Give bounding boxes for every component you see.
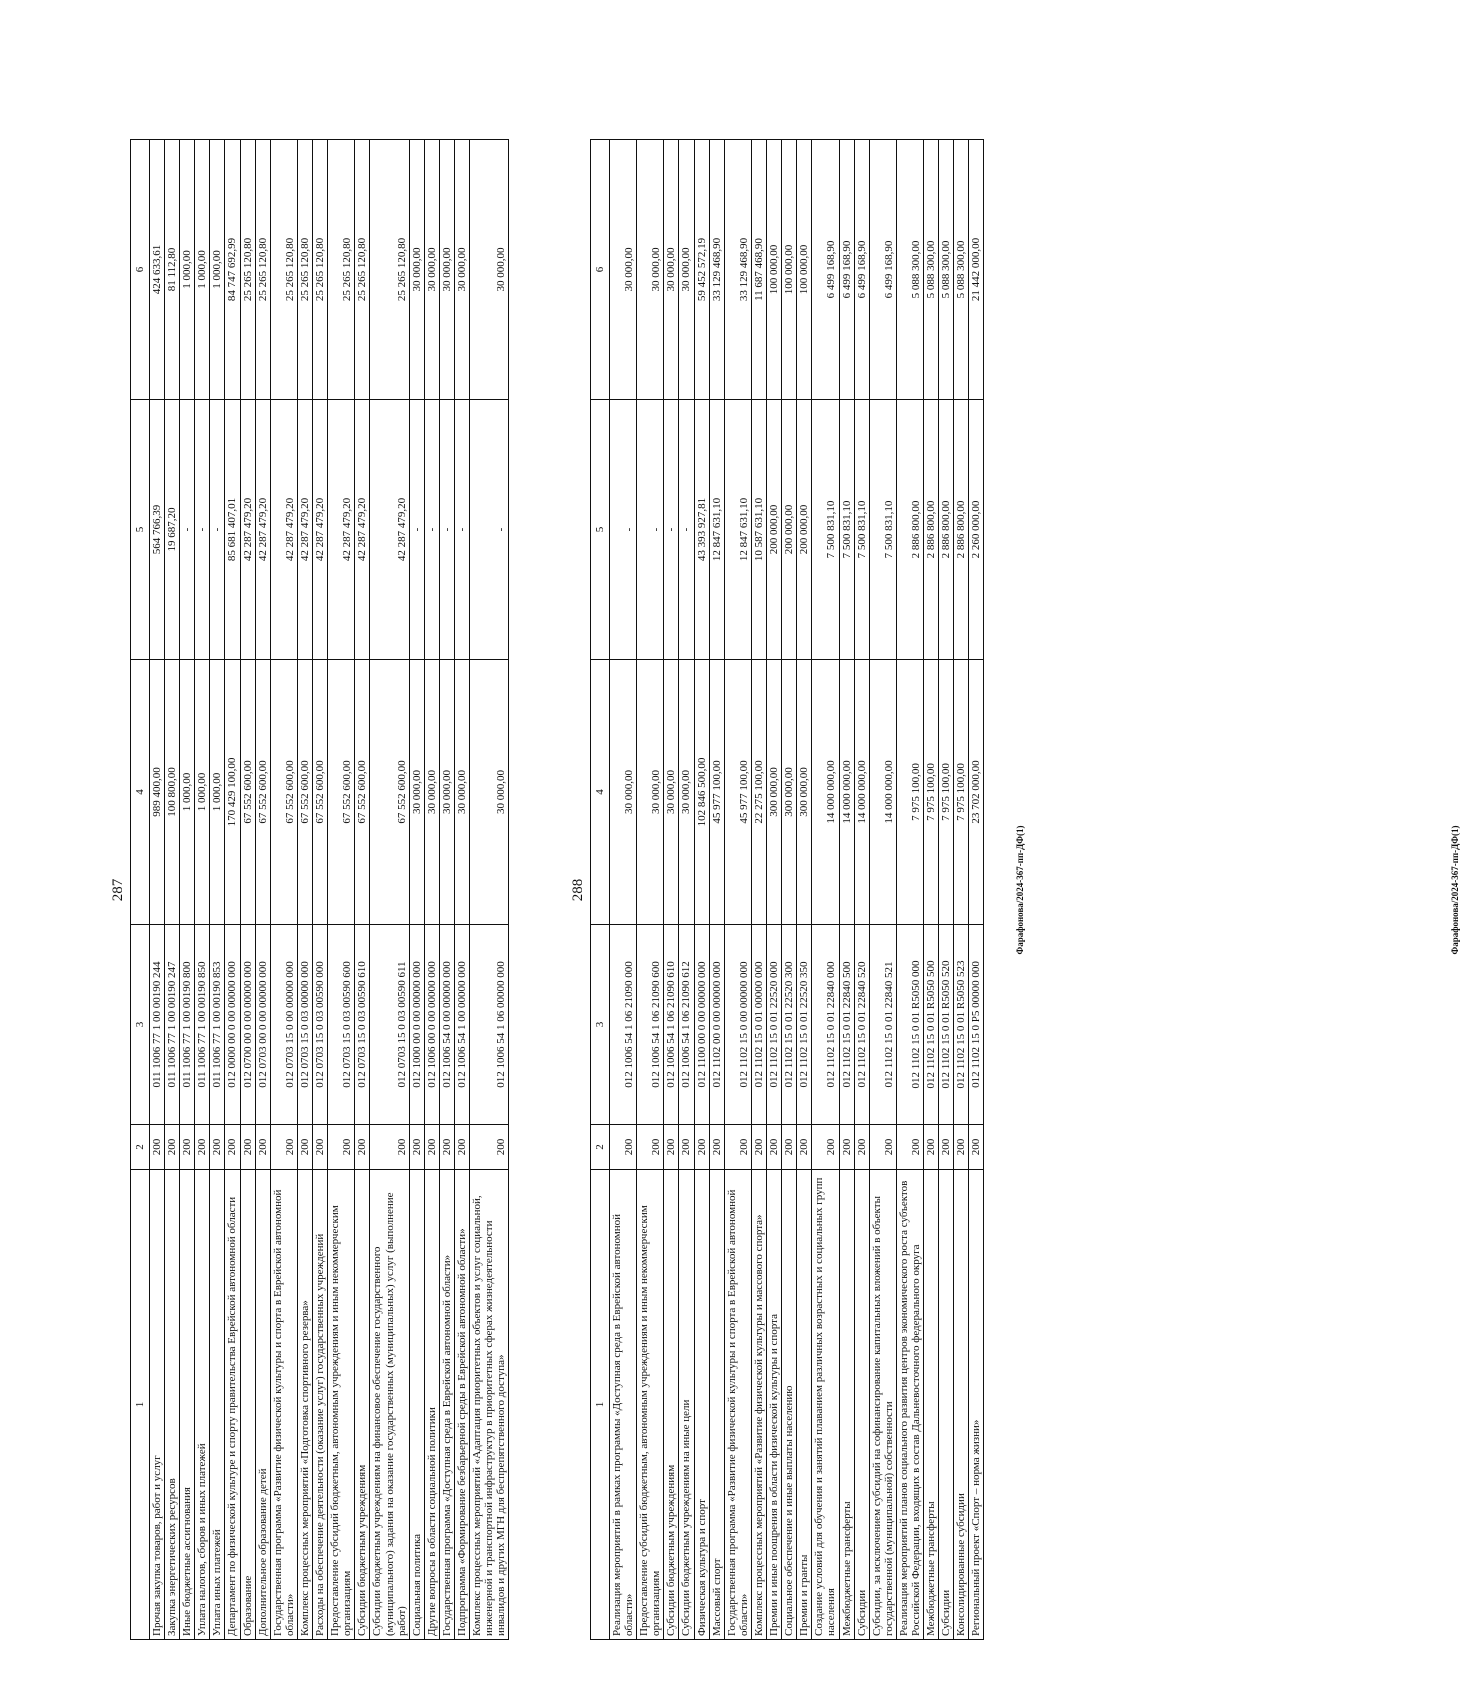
table-row — [869, 140, 896, 1640]
row-amount-approved-cell: 14 000 000,00 — [869, 660, 896, 925]
row-amount-remaining-cell: 25 265 120,80 — [240, 140, 255, 400]
row-amount-remaining-cell: 25 265 120,80 — [313, 140, 328, 400]
table-row — [782, 140, 797, 1640]
row-amount-remaining-cell: 11 687 468,90 — [751, 140, 766, 400]
column-header: 2 — [131, 1125, 150, 1170]
row-amount-approved-cell: 30 000,00 — [637, 660, 664, 925]
row-ved-cell: 200 — [270, 1125, 297, 1170]
row-amount-executed-cell: - — [610, 400, 637, 660]
row-ved-cell: 200 — [195, 1125, 210, 1170]
row-amount-remaining-cell: 25 265 120,80 — [270, 140, 297, 400]
row-ved-cell: 200 — [370, 1125, 409, 1170]
table-row — [767, 140, 782, 1640]
row-code-cell: 012 1102 15 0 00 00000 000 — [724, 925, 751, 1125]
row-amount-remaining-cell: 30 000,00 — [664, 140, 679, 400]
row-amount-remaining-cell: 25 265 120,80 — [328, 140, 355, 400]
row-ved-cell: 200 — [969, 1125, 984, 1170]
row-amount-executed-cell: 42 287 479,20 — [313, 400, 328, 660]
row-ved-cell: 200 — [439, 1125, 454, 1170]
row-amount-approved-cell: 30 000,00 — [470, 660, 509, 925]
row-code-cell: 012 1102 15 0 01 00000 000 — [751, 925, 766, 1125]
row-amount-remaining-cell: 1 000,00 — [210, 140, 225, 400]
row-ved-cell: 200 — [679, 1125, 694, 1170]
row-amount-executed-cell: 42 287 479,20 — [297, 400, 312, 660]
column-header: 3 — [591, 925, 610, 1125]
document-footer: Фарафонова/2024-367-пп-ДФ(1) — [1015, 825, 1025, 955]
row-amount-approved-cell: 67 552 600,00 — [255, 660, 270, 925]
table-row — [854, 140, 869, 1640]
row-amount-remaining-cell: 25 265 120,80 — [297, 140, 312, 400]
row-amount-approved-cell: 300 000,00 — [797, 660, 812, 925]
row-amount-executed-cell: - — [470, 400, 509, 660]
row-code-cell: 012 1006 54 1 06 21090 000 — [610, 925, 637, 1125]
row-amount-executed-cell: 85 681 407,01 — [225, 400, 240, 660]
row-amount-executed-cell: - — [424, 400, 439, 660]
row-name-cell: Прочая закупка товаров, работ и услуг — [150, 1170, 165, 1640]
table-row — [355, 140, 370, 1640]
row-name-cell: Премии и гранты — [797, 1170, 812, 1640]
row-name-cell: Уплата налогов, сборов и иных платежей — [195, 1170, 210, 1640]
row-name-cell: Государственная программа «Развитие физической культуры и спорта в Еврейской автономной области» — [724, 1170, 751, 1640]
row-amount-executed-cell: 2 886 800,00 — [924, 400, 939, 660]
row-amount-approved-cell: 67 552 600,00 — [313, 660, 328, 925]
row-code-cell: 012 1006 54 0 00 00000 000 — [439, 925, 454, 1125]
row-amount-approved-cell: 300 000,00 — [782, 660, 797, 925]
row-amount-approved-cell: 30 000,00 — [439, 660, 454, 925]
row-code-cell: 012 1102 15 0 01 22840 000 — [812, 925, 839, 1125]
table-row — [896, 140, 923, 1640]
row-amount-remaining-cell: 100 000,00 — [797, 140, 812, 400]
row-amount-approved-cell: 30 000,00 — [454, 660, 469, 925]
row-code-cell: 012 1102 15 0 01 22520 000 — [767, 925, 782, 1125]
row-amount-executed-cell: 7 500 831,10 — [854, 400, 869, 660]
row-amount-executed-cell: 564 766,39 — [150, 400, 165, 660]
page-number: 287 — [110, 878, 126, 902]
row-ved-cell: 200 — [328, 1125, 355, 1170]
row-amount-remaining-cell: 81 112,80 — [165, 140, 180, 400]
table-row — [939, 140, 954, 1640]
row-amount-approved-cell: 45 977 100,00 — [709, 660, 724, 925]
table-row — [439, 140, 454, 1640]
table-row — [470, 140, 509, 1640]
row-amount-approved-cell: 7 975 100,00 — [954, 660, 969, 925]
row-ved-cell: 200 — [180, 1125, 195, 1170]
table-row — [370, 140, 409, 1640]
row-amount-executed-cell: - — [454, 400, 469, 660]
row-name-cell: Субсидии — [854, 1170, 869, 1640]
row-amount-remaining-cell: 21 442 000,00 — [969, 140, 984, 400]
row-code-cell: 012 0703 15 0 03 00590 600 — [328, 925, 355, 1125]
row-ved-cell: 200 — [751, 1125, 766, 1170]
row-amount-approved-cell: 7 975 100,00 — [896, 660, 923, 925]
column-header: 2 — [591, 1125, 610, 1170]
column-header: 4 — [131, 660, 150, 925]
budget-table — [590, 139, 984, 1640]
row-amount-approved-cell: 1 000,00 — [180, 660, 195, 925]
row-name-cell: Региональный проект «Спорт – норма жизни» — [969, 1170, 984, 1640]
row-amount-executed-cell: 200 000,00 — [767, 400, 782, 660]
row-name-cell: Образование — [240, 1170, 255, 1640]
row-code-cell: 012 1102 15 0 01 22520 300 — [782, 925, 797, 1125]
row-amount-approved-cell: 989 400,00 — [150, 660, 165, 925]
row-name-cell: Субсидии бюджетным учреждениям — [664, 1170, 679, 1640]
row-code-cell: 012 1006 54 1 06 21090 612 — [679, 925, 694, 1125]
row-ved-cell: 200 — [454, 1125, 469, 1170]
row-amount-executed-cell: - — [180, 400, 195, 660]
row-ved-cell: 200 — [812, 1125, 839, 1170]
row-ved-cell: 200 — [210, 1125, 225, 1170]
row-amount-remaining-cell: 6 499 168,90 — [869, 140, 896, 400]
row-amount-executed-cell: 19 687,20 — [165, 400, 180, 660]
row-amount-remaining-cell: 30 000,00 — [454, 140, 469, 400]
row-amount-executed-cell: 7 500 831,10 — [839, 400, 854, 660]
row-ved-cell: 200 — [797, 1125, 812, 1170]
row-amount-approved-cell: 30 000,00 — [409, 660, 424, 925]
row-code-cell: 012 1102 15 0 01 R5050 520 — [939, 925, 954, 1125]
row-name-cell: Массовый спорт — [709, 1170, 724, 1640]
row-ved-cell: 200 — [782, 1125, 797, 1170]
row-amount-remaining-cell: 25 265 120,80 — [355, 140, 370, 400]
row-ved-cell: 200 — [637, 1125, 664, 1170]
row-code-cell: 012 0703 15 0 03 00590 000 — [313, 925, 328, 1125]
page-number: 288 — [570, 878, 586, 902]
row-code-cell: 012 1102 15 0 01 R5050 500 — [924, 925, 939, 1125]
row-ved-cell: 200 — [896, 1125, 923, 1170]
row-name-cell: Предоставление субсидий бюджетным, автономным учреждениям и иным некоммерческим организациям — [637, 1170, 664, 1640]
table-row — [839, 140, 854, 1640]
row-ved-cell: 200 — [313, 1125, 328, 1170]
row-amount-approved-cell: 7 975 100,00 — [924, 660, 939, 925]
row-amount-approved-cell: 300 000,00 — [767, 660, 782, 925]
table-row — [297, 140, 312, 1640]
row-name-cell: Консолидированные субсидии — [954, 1170, 969, 1640]
row-amount-remaining-cell: 25 265 120,80 — [370, 140, 409, 400]
row-name-cell: Комплекс процессных мероприятий «Адаптация приоритетных объектов и услуг социальной, инженерной и транспортной инфраструктур в приоритетных сферах жизнедеятельности инвалидов и других МГН для беспрепятственного доступа» — [470, 1170, 509, 1640]
row-amount-approved-cell: 67 552 600,00 — [240, 660, 255, 925]
row-code-cell: 012 1102 15 0 01 22840 520 — [854, 925, 869, 1125]
document-footer: Фарафонова/2024-367-пп-ДФ(1) — [1450, 825, 1460, 955]
row-code-cell: 012 1006 54 1 06 21090 610 — [664, 925, 679, 1125]
row-amount-executed-cell: 200 000,00 — [797, 400, 812, 660]
row-name-cell: Физическая культура и спорт — [694, 1170, 709, 1640]
row-ved-cell: 200 — [150, 1125, 165, 1170]
row-ved-cell: 200 — [225, 1125, 240, 1170]
row-code-cell: 012 1006 54 1 00 00000 000 — [454, 925, 469, 1125]
column-header: 3 — [131, 925, 150, 1125]
row-amount-remaining-cell: 30 000,00 — [610, 140, 637, 400]
row-amount-executed-cell: 42 287 479,20 — [255, 400, 270, 660]
row-ved-cell: 200 — [724, 1125, 751, 1170]
row-amount-remaining-cell: 5 088 300,00 — [896, 140, 923, 400]
row-amount-approved-cell: 7 975 100,00 — [939, 660, 954, 925]
row-name-cell: Закупка энергетических ресурсов — [165, 1170, 180, 1640]
table-row — [709, 140, 724, 1640]
table-row — [664, 140, 679, 1640]
row-amount-remaining-cell: 424 633,61 — [150, 140, 165, 400]
row-amount-remaining-cell: 25 265 120,80 — [255, 140, 270, 400]
row-code-cell: 012 1102 15 0 01 R5050 000 — [896, 925, 923, 1125]
table-header-row — [131, 140, 150, 1640]
row-name-cell: Комплекс процессных мероприятий «Подготовка спортивного резерва» — [297, 1170, 312, 1640]
row-amount-remaining-cell: 33 129 468,90 — [709, 140, 724, 400]
row-amount-approved-cell: 30 000,00 — [424, 660, 439, 925]
row-name-cell: Уплата иных платежей — [210, 1170, 225, 1640]
row-name-cell: Субсидии бюджетным учреждениям — [355, 1170, 370, 1640]
row-name-cell: Реализация мероприятий в рамках программы «Доступная среда в Еврейской автономной области» — [610, 1170, 637, 1640]
row-name-cell: Субсидии бюджетным учреждениям на финансовое обеспечение государственного (муниципального) задания на оказание государственных (муниципальных) услуг (выполнение работ) — [370, 1170, 409, 1640]
table-row — [210, 140, 225, 1640]
row-ved-cell: 200 — [767, 1125, 782, 1170]
column-header: 1 — [131, 1170, 150, 1640]
row-amount-executed-cell: 7 500 831,10 — [812, 400, 839, 660]
row-name-cell: Социальная политика — [409, 1170, 424, 1640]
row-amount-executed-cell: 43 393 927,81 — [694, 400, 709, 660]
row-amount-approved-cell: 67 552 600,00 — [270, 660, 297, 925]
table-row — [797, 140, 812, 1640]
row-ved-cell: 200 — [165, 1125, 180, 1170]
row-code-cell: 012 1006 54 1 06 21090 600 — [637, 925, 664, 1125]
row-name-cell: Предоставление субсидий бюджетным, автономным учреждениям и иным некоммерческим организациям — [328, 1170, 355, 1640]
table-row — [679, 140, 694, 1640]
row-code-cell: 012 1102 15 0 01 R5050 523 — [954, 925, 969, 1125]
page-288 — [570, 140, 1460, 1640]
row-amount-remaining-cell: 5 088 300,00 — [924, 140, 939, 400]
table-row — [924, 140, 939, 1640]
row-ved-cell: 200 — [409, 1125, 424, 1170]
column-header: 4 — [591, 660, 610, 925]
table-row — [180, 140, 195, 1640]
row-amount-approved-cell: 67 552 600,00 — [328, 660, 355, 925]
row-ved-cell: 200 — [255, 1125, 270, 1170]
row-code-cell: 012 1102 15 0 01 22840 521 — [869, 925, 896, 1125]
row-amount-executed-cell: 2 886 800,00 — [896, 400, 923, 660]
row-amount-executed-cell: - — [195, 400, 210, 660]
row-code-cell: 012 1100 00 0 00 00000 000 — [694, 925, 709, 1125]
row-name-cell: Иные бюджетные ассигнования — [180, 1170, 195, 1640]
table-row — [313, 140, 328, 1640]
row-amount-executed-cell: - — [637, 400, 664, 660]
row-amount-executed-cell: 42 287 479,20 — [328, 400, 355, 660]
table-row — [240, 140, 255, 1640]
table-row — [424, 140, 439, 1640]
row-amount-approved-cell: 14 000 000,00 — [812, 660, 839, 925]
row-code-cell: 011 1006 77 1 00 00190 800 — [180, 925, 195, 1125]
table-row — [255, 140, 270, 1640]
row-amount-remaining-cell: 30 000,00 — [409, 140, 424, 400]
row-name-cell: Расходы на обеспечение деятельности (оказание услуг) государственных учреждений — [313, 1170, 328, 1640]
row-amount-approved-cell: 170 429 100,00 — [225, 660, 240, 925]
column-header: 1 — [591, 1170, 610, 1640]
table-row — [270, 140, 297, 1640]
row-amount-remaining-cell: 1 000,00 — [195, 140, 210, 400]
table-row — [328, 140, 355, 1640]
column-header: 5 — [591, 400, 610, 660]
budget-table — [130, 139, 509, 1640]
row-ved-cell: 200 — [355, 1125, 370, 1170]
row-name-cell: Реализация мероприятий планов социального развития центров экономического роста субъектов Российской Федерации, входящих в состав Дальневосточного федерального округа — [896, 1170, 923, 1640]
row-code-cell: 012 0703 15 0 03 00590 610 — [355, 925, 370, 1125]
row-name-cell: Межбюджетные трансферты — [924, 1170, 939, 1640]
row-ved-cell: 200 — [240, 1125, 255, 1170]
row-amount-remaining-cell: 5 088 300,00 — [954, 140, 969, 400]
row-name-cell: Комплекс процессных мероприятий «Развитие физической культуры и массового спорта» — [751, 1170, 766, 1640]
row-ved-cell: 200 — [694, 1125, 709, 1170]
row-ved-cell: 200 — [854, 1125, 869, 1170]
column-header: 6 — [131, 140, 150, 400]
row-amount-executed-cell: 10 587 631,10 — [751, 400, 766, 660]
row-code-cell: 011 1006 77 1 00 00190 244 — [150, 925, 165, 1125]
row-amount-approved-cell: 1 000,00 — [195, 660, 210, 925]
row-amount-executed-cell: - — [439, 400, 454, 660]
row-code-cell: 012 0703 15 0 00 00000 000 — [270, 925, 297, 1125]
table-row — [610, 140, 637, 1640]
row-ved-cell: 200 — [839, 1125, 854, 1170]
row-amount-remaining-cell: 100 000,00 — [782, 140, 797, 400]
row-name-cell: Социальное обеспечение и иные выплаты населению — [782, 1170, 797, 1640]
table-row — [724, 140, 751, 1640]
row-name-cell: Субсидии — [939, 1170, 954, 1640]
row-amount-approved-cell: 30 000,00 — [679, 660, 694, 925]
row-ved-cell: 200 — [297, 1125, 312, 1170]
row-name-cell: Подпрограмма «Формирование безбарьерной среды в Еврейской автономной области» — [454, 1170, 469, 1640]
row-amount-executed-cell: 2 260 000,00 — [969, 400, 984, 660]
row-name-cell: Государственная программа «Развитие физической культуры и спорта в Еврейской автономной области» — [270, 1170, 297, 1640]
row-code-cell: 012 0703 15 0 03 00590 611 — [370, 925, 409, 1125]
table-row — [969, 140, 984, 1640]
row-amount-remaining-cell: 30 000,00 — [637, 140, 664, 400]
row-amount-remaining-cell: 6 499 168,90 — [812, 140, 839, 400]
row-code-cell: 011 1006 77 1 00 00190 247 — [165, 925, 180, 1125]
row-name-cell: Субсидии бюджетным учреждениям на иные цели — [679, 1170, 694, 1640]
row-amount-remaining-cell: 30 000,00 — [439, 140, 454, 400]
table-row — [225, 140, 240, 1640]
column-header: 5 — [131, 400, 150, 660]
row-ved-cell: 200 — [470, 1125, 509, 1170]
row-amount-approved-cell: 30 000,00 — [664, 660, 679, 925]
row-ved-cell: 200 — [939, 1125, 954, 1170]
row-amount-remaining-cell: 33 129 468,90 — [724, 140, 751, 400]
row-amount-approved-cell: 23 702 000,00 — [969, 660, 984, 925]
row-amount-executed-cell: 12 847 631,10 — [709, 400, 724, 660]
row-amount-executed-cell: - — [210, 400, 225, 660]
table-row — [694, 140, 709, 1640]
row-ved-cell: 200 — [610, 1125, 637, 1170]
row-ved-cell: 200 — [869, 1125, 896, 1170]
row-amount-approved-cell: 14 000 000,00 — [839, 660, 854, 925]
row-amount-approved-cell: 22 275 100,00 — [751, 660, 766, 925]
table-row — [454, 140, 469, 1640]
row-amount-remaining-cell: 30 000,00 — [679, 140, 694, 400]
table-header-row — [591, 140, 610, 1640]
row-ved-cell: 200 — [664, 1125, 679, 1170]
row-amount-approved-cell: 67 552 600,00 — [355, 660, 370, 925]
row-name-cell: Премии и иные поощрения в области физической культуры и спорта — [767, 1170, 782, 1640]
row-code-cell: 011 1006 77 1 00 00190 853 — [210, 925, 225, 1125]
row-amount-approved-cell: 30 000,00 — [610, 660, 637, 925]
table-row — [637, 140, 664, 1640]
row-amount-remaining-cell: 6 499 168,90 — [839, 140, 854, 400]
row-code-cell: 012 1006 54 1 06 00000 000 — [470, 925, 509, 1125]
row-amount-approved-cell: 1 000,00 — [210, 660, 225, 925]
row-name-cell: Департамент по физической культуре и спорту правительства Еврейской автономной области — [225, 1170, 240, 1640]
row-amount-remaining-cell: 59 452 572,19 — [694, 140, 709, 400]
row-amount-executed-cell: - — [679, 400, 694, 660]
row-code-cell: 012 0703 00 0 00 00000 000 — [255, 925, 270, 1125]
row-code-cell: 012 1102 15 0 01 22840 500 — [839, 925, 854, 1125]
row-name-cell: Дополнительное образование детей — [255, 1170, 270, 1640]
row-code-cell: 012 1006 00 0 00 00000 000 — [424, 925, 439, 1125]
row-amount-remaining-cell: 30 000,00 — [424, 140, 439, 400]
row-amount-remaining-cell: 1 000,00 — [180, 140, 195, 400]
row-ved-cell: 200 — [954, 1125, 969, 1170]
row-amount-executed-cell: 7 500 831,10 — [869, 400, 896, 660]
row-amount-approved-cell: 102 846 500,00 — [694, 660, 709, 925]
table-row — [165, 140, 180, 1640]
row-amount-approved-cell: 67 552 600,00 — [297, 660, 312, 925]
row-name-cell: Межбюджетные трансферты — [839, 1170, 854, 1640]
table-row — [195, 140, 210, 1640]
row-code-cell: 012 1102 15 0 P5 00000 000 — [969, 925, 984, 1125]
row-name-cell: Государственная программа «Доступная среда в Еврейской автономной области» — [439, 1170, 454, 1640]
row-amount-approved-cell: 45 977 100,00 — [724, 660, 751, 925]
row-name-cell: Создание условий для обучения и занятий плаванием различных возрастных и социальных групп населения — [812, 1170, 839, 1640]
row-amount-approved-cell: 67 552 600,00 — [370, 660, 409, 925]
table-row — [954, 140, 969, 1640]
row-amount-remaining-cell: 84 747 692,99 — [225, 140, 240, 400]
row-name-cell: Субсидии, за исключением субсидий на софинансирование капитальных вложений в объекты государственной (муниципальной) собственности — [869, 1170, 896, 1640]
row-amount-remaining-cell: 100 000,00 — [767, 140, 782, 400]
row-code-cell: 012 0703 15 0 03 00000 000 — [297, 925, 312, 1125]
row-code-cell: 012 0700 00 0 00 00000 000 — [240, 925, 255, 1125]
table-row — [812, 140, 839, 1640]
row-code-cell: 012 1102 15 0 01 22520 350 — [797, 925, 812, 1125]
row-code-cell: 012 0000 00 0 00 00000 000 — [225, 925, 240, 1125]
row-amount-executed-cell: 12 847 631,10 — [724, 400, 751, 660]
row-amount-remaining-cell: 5 088 300,00 — [939, 140, 954, 400]
row-amount-executed-cell: 200 000,00 — [782, 400, 797, 660]
row-ved-cell: 200 — [924, 1125, 939, 1170]
row-amount-executed-cell: 42 287 479,20 — [270, 400, 297, 660]
row-amount-remaining-cell: 30 000,00 — [470, 140, 509, 400]
row-code-cell: 012 1102 00 0 00 00000 000 — [709, 925, 724, 1125]
row-amount-approved-cell: 14 000 000,00 — [854, 660, 869, 925]
row-amount-remaining-cell: 6 499 168,90 — [854, 140, 869, 400]
row-amount-executed-cell: 42 287 479,20 — [355, 400, 370, 660]
row-amount-executed-cell: - — [409, 400, 424, 660]
row-amount-executed-cell: 2 886 800,00 — [939, 400, 954, 660]
table-row — [751, 140, 766, 1640]
table-row — [150, 140, 165, 1640]
row-name-cell: Другие вопросы в области социальной политики — [424, 1170, 439, 1640]
row-ved-cell: 200 — [424, 1125, 439, 1170]
row-amount-approved-cell: 100 800,00 — [165, 660, 180, 925]
table-row — [409, 140, 424, 1640]
row-amount-executed-cell: 2 886 800,00 — [954, 400, 969, 660]
column-header: 6 — [591, 140, 610, 400]
row-code-cell: 011 1006 77 1 00 00190 850 — [195, 925, 210, 1125]
row-code-cell: 012 1000 00 0 00 00000 000 — [409, 925, 424, 1125]
row-amount-executed-cell: 42 287 479,20 — [240, 400, 255, 660]
row-amount-executed-cell: - — [664, 400, 679, 660]
row-amount-executed-cell: 42 287 479,20 — [370, 400, 409, 660]
row-ved-cell: 200 — [709, 1125, 724, 1170]
